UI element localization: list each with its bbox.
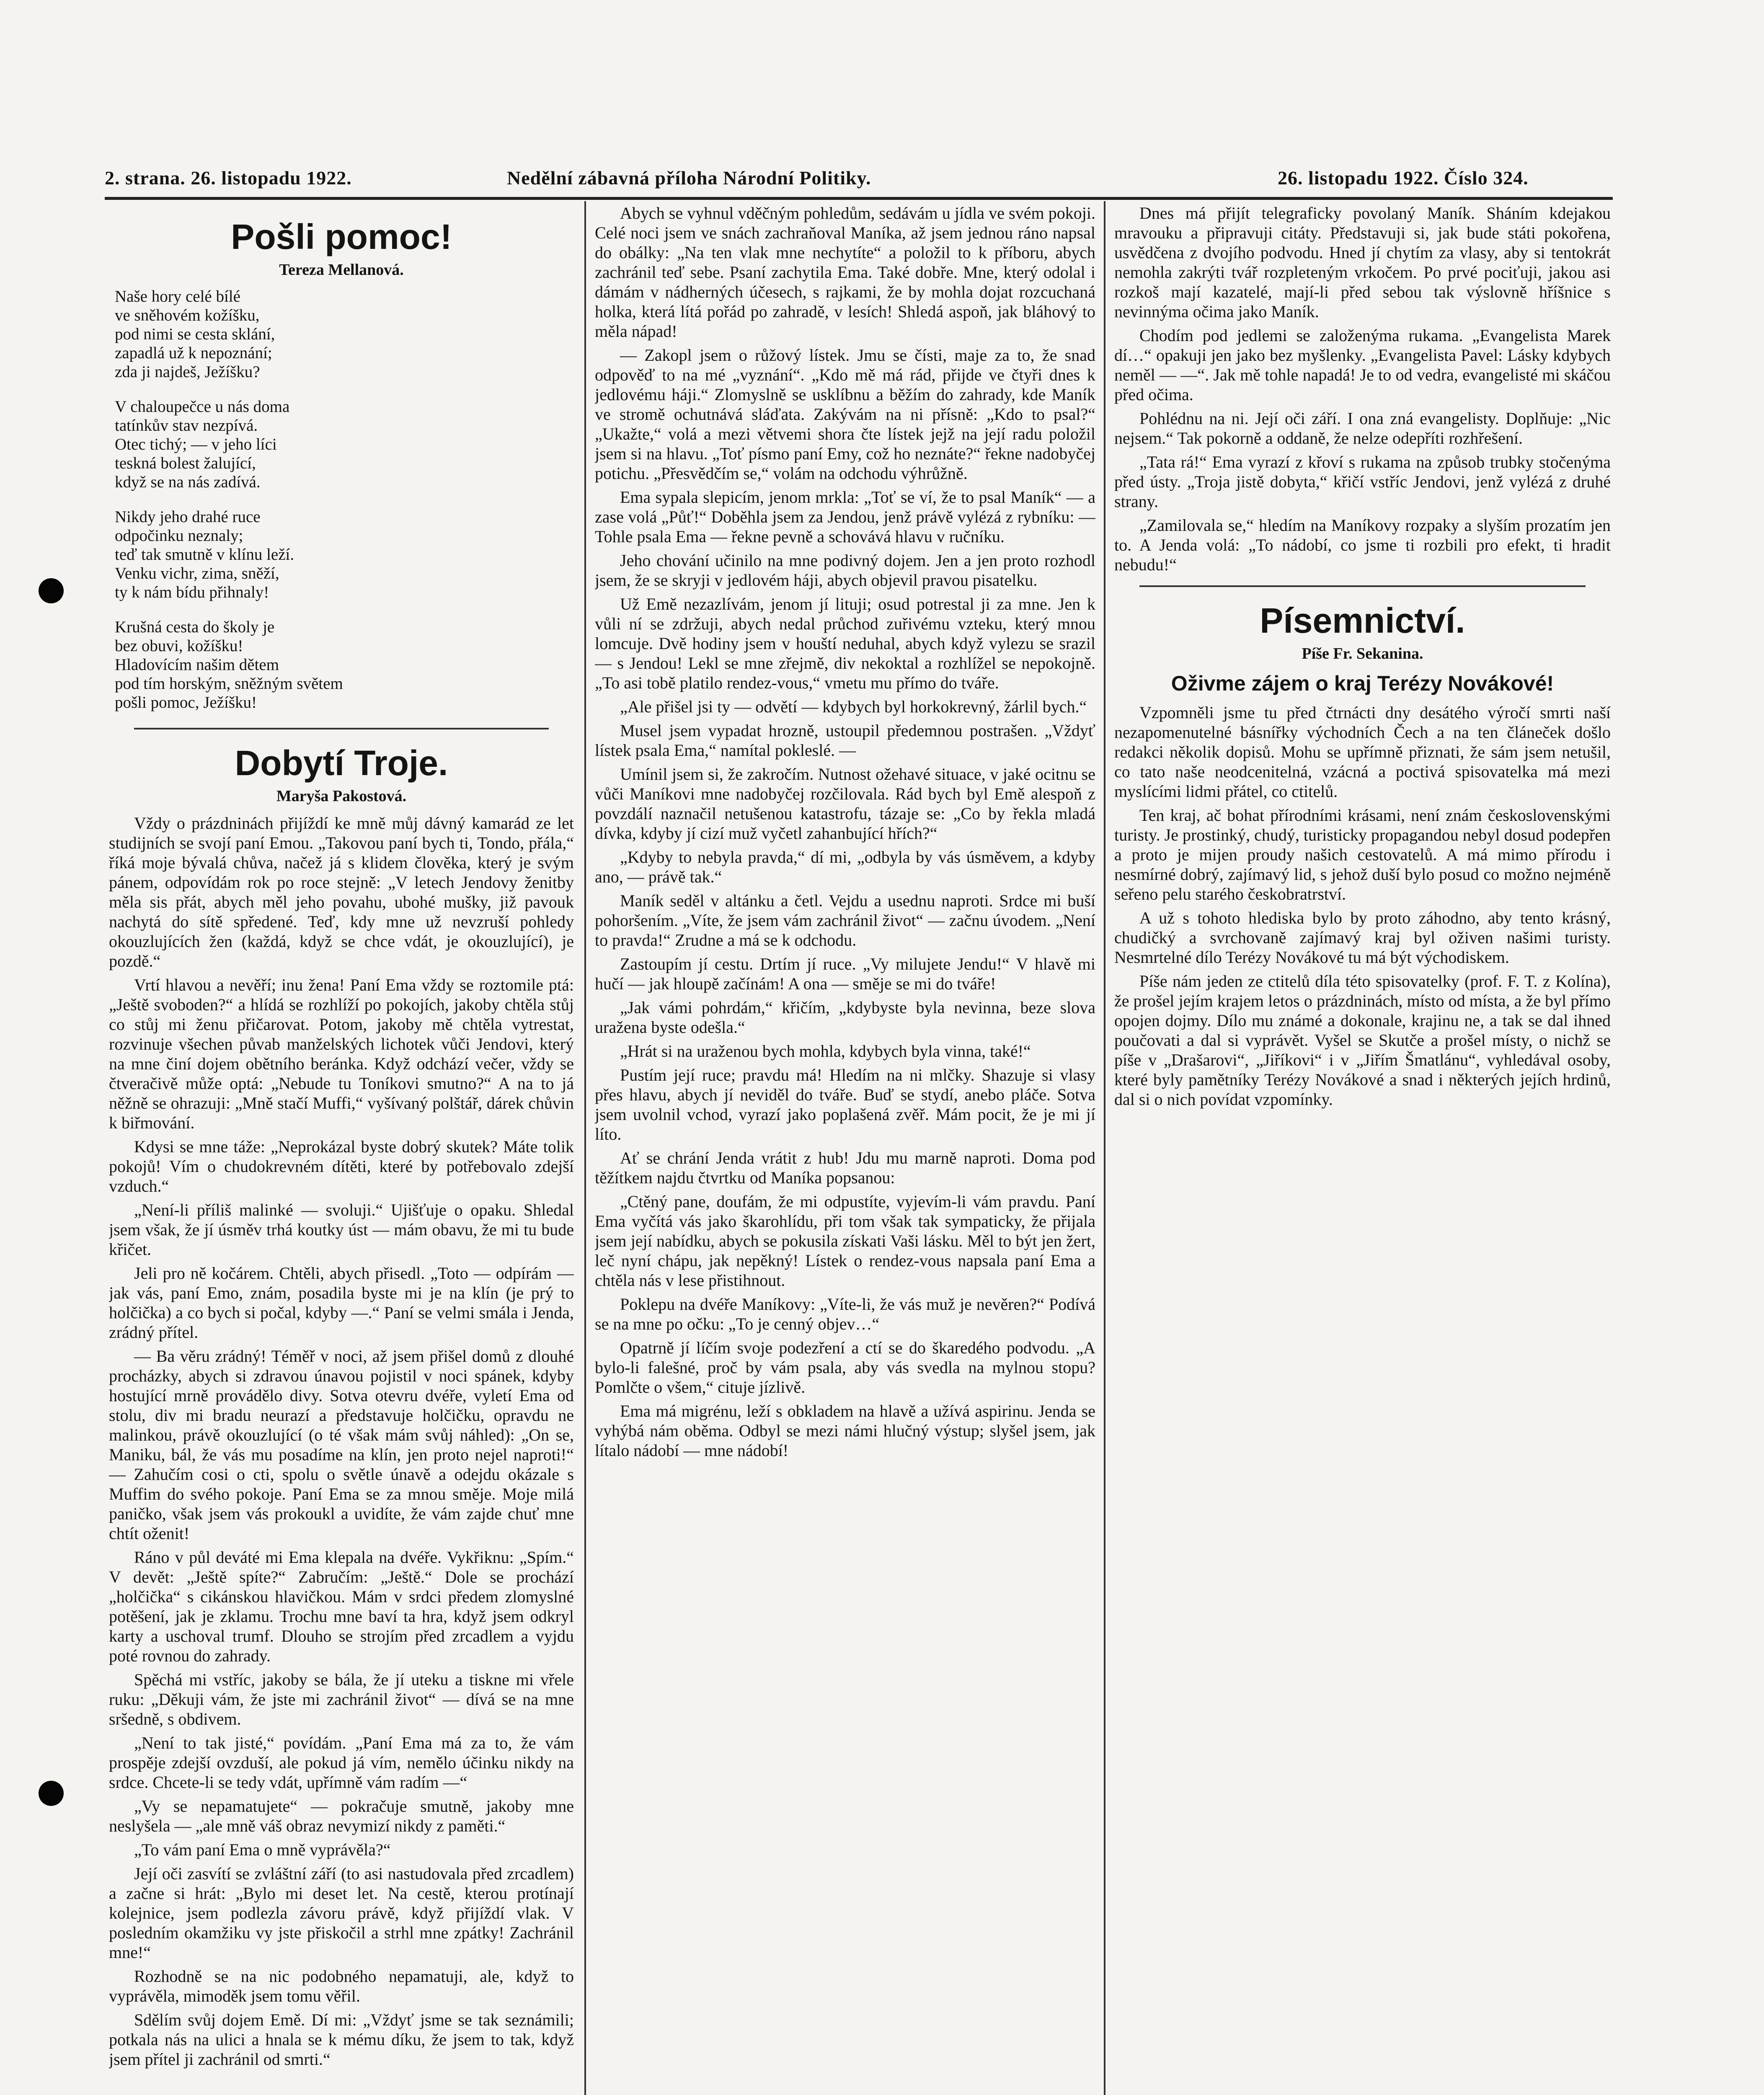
poem-line: teskná bolest žalující, <box>115 454 256 472</box>
article-paragraph: — Ba věru zrádný! Téměř v noci, až jsem přišel domů z dlouhé procházky, abych si zdravou únavou pojistil v noci spánek, kdyby hostující mrně provádělo divy. Sotva otevru dvéře, vyletí Ema od stolu, div mi bradu neurazí a představuje holčičku, opravdu ne malinkou, právě okouzlující (o té však mám svůj náhled): „On se, Maniku, bál, že vás mu posadíme na klín, jen proto nejel naproti!“ — Zahučím cosi o cti, spolu o světle únavě a odejdu okázale s Muffim do svého pokoje. Paní Ema se za mnou směje. Moje milá paničko, však jsem vás prokoukl a uvidíte, že vám zajde chuť mne chtít oženit! <box>109 1347 574 1543</box>
section-divider <box>134 728 549 729</box>
article-paragraph: „Není-li příliš malinké — svoluji.“ Ujišťuje o opaku. Shledal jsem však, že jí úsměv trhá koutky úst — mám obavu, že mi tu bude křičet. <box>109 1200 574 1259</box>
poem-line: teď tak smutně v klínu leží. <box>115 546 294 564</box>
column-rule <box>1104 201 1105 2095</box>
article-paragraph: A už s tohoto hlediska bylo by proto záhodno, aby tento krásný, chudičký a svrchovaně zajímavý kraj byl oživen našimi turisty. Nesmrtelné dílo Terézy Novákové tu má být východiskem. <box>1114 908 1611 967</box>
article-paragraph: Opatrně jí líčím svoje podezření a ctí se do škaredého podvodu. „A bylo-li falešné, proč by vám psala, aby vás svedla na mylnou stopu? Pomlčte o všem,“ cituje jízlivě. <box>595 1338 1095 1397</box>
running-header <box>105 161 1613 195</box>
poem-line: bez obuvi, kožíšku! <box>115 637 243 655</box>
poem-line: Otec tichý; — v jeho líci <box>115 435 277 453</box>
article-paragraph: „Ctěný pane, doufám, že mi odpustíte, vyjevím-li vám pravdu. Paní Ema vyčítá vás jako škarohlídu, při tom však tak sympaticky, že přijala jsem její nabídku, abych se pokusila získati Vaši lásku. Měl to být jen žert, leč nyní chápu, jak nepěkný! Lístek o rendez-vous napsala paní Ema a chtěla nás v lese přistihnout. <box>595 1192 1095 1290</box>
article-headline: Dobytí Troje. <box>235 743 448 783</box>
article-byline: Píše Fr. Sekanina. <box>1302 645 1423 662</box>
article-paragraph: Vrtí hlavou a nevěří; inu žena! Paní Ema vždy se roztomile ptá: „Ještě svoboden?“ a hlídá se rozhlíží po pokojích, jakoby chtěla stůj co stůj mi ženu přičarovat. Potom, jakoby mě chtěla vytrestat, rozvinuje všechen půvab manželských lichotek vůči Jendovi, který na mne činí dojem obětního beránka. Když odchází večer, vždy se čtveračivě může optá: „Nebude tu Toníkovi smutno?“ A na to já něžně se ohrazuji: „Mně stačí Muffi,“ vyšívaný polštář, dárek chůvin k biřmování. <box>109 975 574 1132</box>
poem-line: V chaloupečce u nás doma <box>115 398 290 416</box>
column-1 <box>109 203 574 2095</box>
article-paragraph: Dnes má přijít telegraficky povolaný Maník. Sháním kdejakou mravouku a připravuji citáty. Představuji si, jak bude státi pokořena, usvědčena z dvojího podvodu. Hned jí chytím za vlasy, aby si tentokrát nemohla zakrýti tvář rozpleteným vrkočem. Po prvé pociťuji, jakou asi rozkoš mají kazatelé, mají-li před sebou tak výslovně hříšnice s nevinnýma očima jako Maník. <box>1114 204 1611 321</box>
header-issue: 26. listopadu 1922. Číslo 324. <box>1278 167 1529 189</box>
section-divider <box>1139 585 1586 587</box>
article-paragraph: Už Emě nezazlívám, jenom jí lituji; osud potrestal ji za mne. Jen k vůli ní se zdržuji, abych nedal průchod zuřivému vzteku, který mnou lomcuje. Dvě hodiny jsem v houští neduhal, abych když vylezu se srazil — s Jendou! Lekl se mne zřejmě, div nekoktal a rozhlížel se nepokojně. „To asi tobě platilo rendez-vous,“ vmetu mu přímo do tváře. <box>595 595 1095 692</box>
article-paragraph: Chodím pod jedlemi se založenýma rukama. „Evangelista Marek dí…“ opakuji jen jako bez myšlenky. „Evangelista Pavel: Lásky kdybych neměl — —“. Jak mě tohle napadá! Je to od vedra, evangelisté mi skáčou před očima. <box>1114 326 1611 404</box>
article-paragraph: „Jak vámi pohrdám,“ křičím, „kdybyste byla nevinna, beze slova uražena byste odešla.“ <box>595 998 1095 1037</box>
article-paragraph: Ten kraj, ač bohat přírodními krásami, není znám československými turisty. Je prostinký, chudý, turisticky propagandou nebyl dosud podepřen a proto je mijen proudy našich cestovatelů. A má mimo přírodu i nesmírné dobrý, zajímavý lid, s jehož duší bylo posud co možno nejméně seřeno pelu starého českobratrství. <box>1114 806 1611 903</box>
article-paragraph: Píše nám jeden ze ctitelů díla této spisovatelky (prof. F. T. z Kolína), že prošel jejím krajem letos o prázdninách, místo od místa, a že byl přímo opojen dojmy. Dílo mu známé a dokonale, krajinu ne, a tak se dal ihned poučovati a dal si vyprávět. Vyšel se Skutče a prošel místy, o nichž se píše v „Drašarovi“, „Jiříkovi“ i v „Jiřím Šmatlánu“, vyhledával osoby, které byly pamětníky Terézy Novákové a snad i některých jejích hrdinů, dal si o nich povídat vzpomínky. <box>1114 972 1611 1109</box>
column-3 <box>1114 203 1611 2095</box>
article-paragraph: Ráno v půl deváté mi Ema klepala na dvéře. Vykřiknu: „Spím.“ V devět: „Ještě spíte?“ Zabručím: „Ještě.“ Dole se prochází „holčička“ s cikánskou hlavičkou. Mám v srdci předem zlomyslné potěšení, jak je zklamu. Trochu mne baví ta hra, když jsem odkryl karty a uschoval trumf. Dlouho se strojím před zrcadlem a vyjdu poté rovnou do zahrady. <box>109 1548 574 1665</box>
header-publication: Nedělní zábavná příloha Národní Politiky. <box>507 167 871 189</box>
article-paragraph: Poklepu na dvéře Maníkovy: „Víte-li, že vás muž je nevěren?“ Podívá se na mne po očku: „To je cenný objev…“ <box>595 1295 1095 1333</box>
article-paragraph: „To vám paní Ema o mně vyprávěla?“ <box>134 1840 391 1859</box>
article-subheadline: Oživme zájem o kraj Terézy Novákové! <box>1171 672 1554 695</box>
poem-line: tatínkův stav nezpívá. <box>115 416 258 435</box>
punch-hole <box>39 1781 64 1806</box>
article-paragraph: Ema má migrénu, leží s obkladem na hlavě a užívá aspirinu. Jenda se vyhýbá nám oběma. Odbyl se mezi námi hlučný výstup; slyšel jsem, jak lítalo nádobí — mne nádobí! <box>595 1402 1095 1460</box>
poem-line: Venku vichr, zima, sněží, <box>115 564 279 582</box>
article-paragraph: „Kdyby to nebyla pravda,“ dí mi, „odbyla by vás úsměvem, a kdyby ano, — právě tak.“ <box>595 848 1095 886</box>
article-headline: Písemnictví. <box>1260 601 1465 640</box>
article-paragraph: „Zamilovala se,“ hledím na Maníkovy rozpaky a slyším prozatím jen to. A Jenda volá: „To nádobí, co jsme ti rozbili pro efekt, ti hradit nebudu!“ <box>1114 516 1611 574</box>
article-paragraph: Zastoupím jí cestu. Drtím jí ruce. „Vy milujete Jendu!“ V hlavě mi hučí — jak hloupě začínám! A ona — směje se mi do tváře! <box>595 954 1095 993</box>
column-2 <box>595 203 1095 2095</box>
poem-line: Hladovícím našim dětem <box>115 656 279 674</box>
poem-line: ve sněhovém kožíšku, <box>115 306 260 324</box>
article-paragraph: Vzpomněli jsme tu před čtrnácti dny desátého výročí smrti naší nezapomenutelné básnířky východních Čech a na ten článeček došlo redakci několik dopisů. Mohu se upřímně přiznati, že sám jsem netušil, co tato naše neodcenitelná, vzácná a poctivá spisovatelka má mezi myslícími lidmi přátel, co ctitelů. <box>1114 703 1611 801</box>
punch-hole <box>39 578 64 603</box>
poem-line: Nikdy jeho drahé ruce <box>115 508 261 526</box>
poem-line: odpočinku neznaly; <box>115 527 243 545</box>
article-paragraph: Ema sypala slepicím, jenom mrkla: „Toť se ví, že to psal Maník“ — a zase volá „Půť!“ Doběhla jsem za Jendou, jenž právě vylézá z rybníku: — Tohle psala Ema — řekne pevně a schovává hlavu v ručníku. <box>595 488 1095 546</box>
article-byline: Tereza Mellanová. <box>279 261 404 279</box>
article-paragraph: — Zakopl jsem o růžový lístek. Jmu se čísti, maje za to, že snad odpověď to na mé „vyznání“. „Kdo mě má rád, přijde ve čtyři dnes k jedlovému háji.“ Zlomyslně se usklíbnu a běžím do zahrady, kde Maník ve stromě ochutnává sláďata. Zakývám na ni přísně: „Kdo to psal?“ „Ukažte,“ volá a mezi větvemi shora čte lístek jejž na její radu položil jsem si na hlavu. „Toť písmo paní Emy, což ho neznáte?“ řekne nadobyčej potichu. „Přesvědčím se,“ volám na odchodu výhrůžně. <box>595 346 1095 483</box>
article-paragraph: „Není to tak jisté,“ povídám. „Paní Ema má za to, že vám prospěje zdejší ovzduší, ale pokud já vím, nemělo účinku nikdy na srdce. Chcete-li se tedy vdát, upřímně vám radím —“ <box>109 1733 574 1792</box>
poem-line: Naše hory celé bílé <box>115 287 240 305</box>
poem-line: pošli pomoc, Ježíšku! <box>115 693 257 711</box>
poem-line: pod tím horským, sněžným světem <box>115 675 343 693</box>
article-paragraph: Maník seděl v altánku a četl. Vejdu a usednu naproti. Srdce mi buší pohoršením. „Víte, že jsem vám zachránil život“ — začnu úvodem. „Není to pravda!“ Zrudne a má se k odchodu. <box>595 891 1095 949</box>
article-paragraph: Jeli pro ně kočárem. Chtěli, abych přisedl. „Toto — odpírám — jak vás, paní Emo, znám, posadila byste mi je na klín (je prý to holčička) a co bych si počal, kdyby —.“ Paní se velmi smála i Jenda, zrádný přítel. <box>109 1264 574 1342</box>
article-paragraph: Jeho chování učinilo na mne podivný dojem. Jen a jen proto rozhodl jsem, že se skryji v jedlovém háji, abych objevil pravou pisatelku. <box>595 551 1095 590</box>
header-rule <box>105 197 1613 200</box>
article-paragraph: „Hrát si na uraženou bych mohla, kdybych byla vinna, také!“ <box>620 1042 1031 1060</box>
poem-line: když se na nás zadívá. <box>115 473 261 491</box>
poem-stanza <box>109 397 574 491</box>
article-paragraph: „Vy se nepamatujete“ — pokračuje smutně, jakoby mne neslyšela — „ale mně váš obraz nevymizí nikdy z paměti.“ <box>109 1797 574 1835</box>
poem-stanza <box>109 287 574 381</box>
article-byline: Maryša Pakostová. <box>276 787 407 805</box>
poem-line: Krušná cesta do školy je <box>115 618 275 636</box>
article-paragraph: Ať se chrání Jenda vrátit z hub! Jdu mu marně naproti. Doma pod těžítkem najdu čtvrtku od Maníka popsanou: <box>595 1148 1095 1187</box>
poem-line: zapadlá už k nepoznání; <box>115 344 272 362</box>
article-paragraph: Pohlédnu na ni. Její oči září. I ona zná evangelisty. Doplňuje: „Nic nejsem.“ Tak pokorně a oddaně, že nelze odepříti rozhřešení. <box>1114 409 1611 447</box>
article-paragraph: Umínil jsem si, že zakročím. Nutnost ožehavé situace, v jaké ocitnu se vůči Maníkovi mne nadobyčej rozčilovala. Rád bych byl Emě alespoň z povzdálí naznačil netušenou katastrofu, tázaje se: „Co by řekla mladá dívka, kdyby jí cizí muž vyčetl zahanbující hřích?“ <box>595 765 1095 843</box>
article-paragraph: Sdělím svůj dojem Emě. Dí mi: „Vždyť jsme se tak seznámili; potkala nás na ulici a hnala se k mému díku, že jsem to tak, když jsem přítel ji zachránil od smrti.“ <box>109 2010 574 2069</box>
article-paragraph: Její oči zasvítí se zvláštní září (to asi nastudovala před zrcadlem) a začne si hrát: „Bylo mi deset let. Na cestě, kterou protínají kolejnice, jsem podlezla závoru právě, když přijíždí vlak. V posledním okamžiku vy jste přiskočil a strhl mne zpátky! Zachránil mne!“ <box>109 1864 574 1962</box>
article-paragraph: Musel jsem vypadat hrozně, ustoupil předemnou postrašen. „Vždyť lístek psala Ema,“ namítal pokleslé. — <box>595 721 1095 760</box>
article-headline: Pošli pomoc! <box>231 217 452 256</box>
poem-line: zda ji najdeš, Ježíšku? <box>115 363 260 381</box>
header-date-page: 2. strana. 26. listopadu 1922. <box>105 167 352 189</box>
article-paragraph: „Ale přišel jsi ty — odvětí — kdybych byl horkokrevný, žárlil bych.“ <box>620 697 1087 716</box>
article-paragraph: Rozhodně se na nic podobného nepamatuji, ale, když to vyprávěla, mimoděk jsem tomu věřil. <box>109 1967 574 2005</box>
article-paragraph: „Tata rá!“ Ema vyrazí z křoví s rukama na způsob trubky stočenýma před ústy. „Troja jistě dobyta,“ křičí vstříc Jendovi, jenž vylézá z druhé strany. <box>1114 453 1611 511</box>
column-rule <box>584 201 586 2095</box>
poem-stanza <box>109 618 574 712</box>
poem-line: ty k nám bídu přihnaly! <box>115 583 269 601</box>
article-paragraph: Vždy o prázdninách přijíždí ke mně můj dávný kamarád ze let studijních se svojí paní Emou. „Takovou paní bych ti, Tondo, přála,“ říká moje bývalá chůva, načež já s klidem člověka, který je svým pánem, odpovídám rok po roce stejně: „V letech Jendovy ženitby měla sis přát, abych měl jeho povahu, ubohé mušky, již pavouk nachytá do sítě spředené. Teď, kdy mne už nevzruší pohledy okouzlujících žen (každá, když se chce vdát, je okouzlující), je pozdě.“ <box>109 814 574 970</box>
article-paragraph: Kdysi se mne táže: „Neprokázal byste dobrý skutek? Máte tolik pokojů! Vím o chudokrevném dítěti, které by potřebovalo zdejší vzduch.“ <box>109 1137 574 1195</box>
article-paragraph: Abych se vyhnul vděčným pohledům, sedávám u jídla ve svém pokoji. Celé noci jsem ve snách zachraňoval Maníka, až jsem jednou ráno napsal do obálky: „Na ten vlak mne nechytíte“ a položil to k příboru, abych zachránil teď sebe. Psaní zachytila Ema. Také dobře. Mne, který odolal i dámám v nádherných účesech, s rajkami, že by mohla dojat rozcuchaná holka, která lítá pořád po zahradě, v lesích! Shledá aspoň, jak bláhový to měla nápad! <box>595 204 1095 341</box>
poem-line: pod nimi se cesta sklání, <box>115 325 275 343</box>
poem-stanza <box>109 507 574 602</box>
article-paragraph: Pustím její ruce; pravdu má! Hledím na ni mlčky. Shazuje si vlasy přes hlavu, abych jí neviděl do tváře. Buď se stydí, anebo pláče. Sotva jsem uvolnil vchod, vyrazí jako poplašená zvěř. Mám pocit, že je mi jí líto. <box>595 1066 1095 1143</box>
article-paragraph: Spěchá mi vstříc, jakoby se bála, že jí uteku a tiskne mi vřele ruku: „Děkuji vám, že jste mi zachránil život“ — dívá se na mne sršedně, s obdivem. <box>109 1670 574 1728</box>
